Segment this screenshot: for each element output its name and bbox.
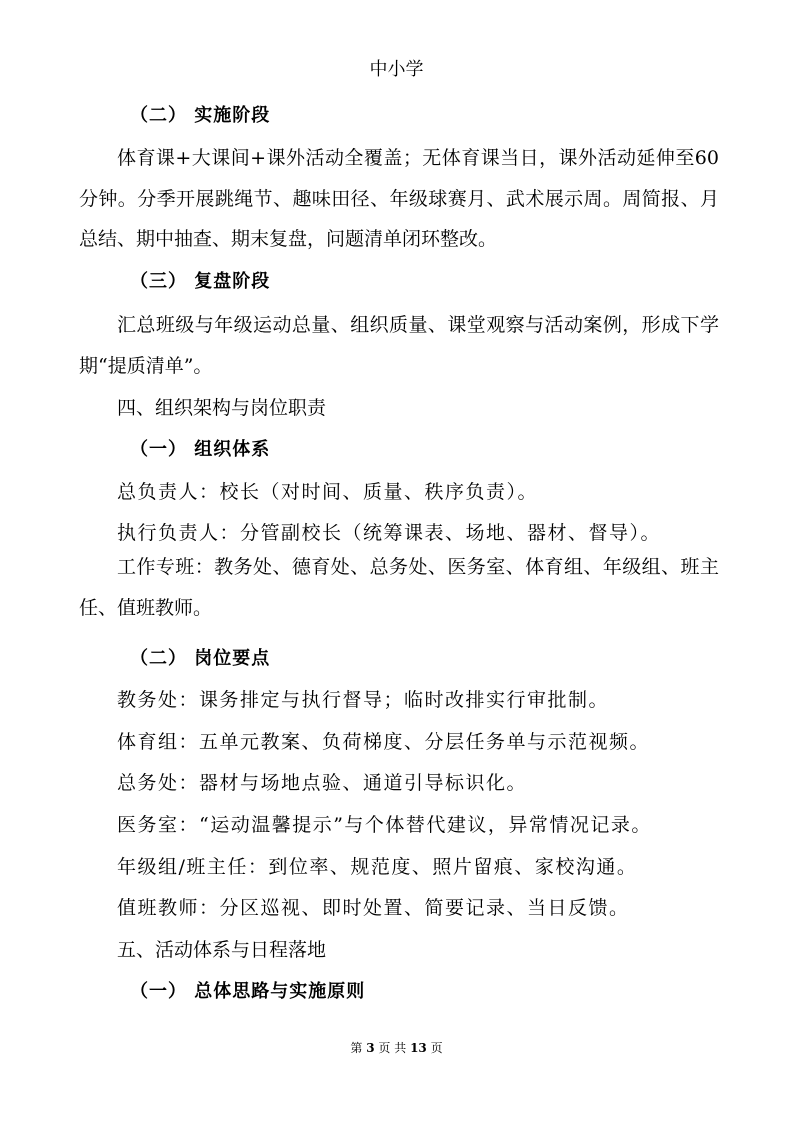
footer-total-pages: 13 <box>410 1041 427 1055</box>
line-executive: 执行负责人：分管副校长（统筹课表、场地、器材、督导）。 <box>117 522 662 544</box>
footer-suffix: 页 <box>430 1041 443 1055</box>
paragraph-implementation: 体育课+大课间+课外活动全覆盖；无体育课当日，课外活动延伸至60分钟。分季开展跳绳节、趣味田径、年级球赛月、武术展示周。周简报、月总结、期中抽查、期末复盘，问题清单闭环整改。 <box>79 147 719 250</box>
page-header-title: 中小学 <box>369 59 424 80</box>
footer-prefix: 第 <box>350 1041 363 1055</box>
subheading-review: （三） 复盘阶段 <box>130 271 271 292</box>
paragraph-task-force: 工作专班：教务处、德育处、总务处、医务室、体育组、年级组、班主任、值班教师。 <box>79 556 719 619</box>
page-footer <box>0 1040 793 1056</box>
subheading-org-system: （一） 组织体系 <box>130 439 271 460</box>
section-heading-activities: 五、活动体系与日程落地 <box>117 939 327 961</box>
footer-page-number: 3 <box>366 1041 375 1055</box>
subheading-duties: （二） 岗位要点 <box>130 648 271 669</box>
footer-middle: 页 共 <box>378 1041 407 1055</box>
subheading-overall-approach: （一） 总体思路与实施原则 <box>130 981 366 1002</box>
line-chief: 总负责人：校长（对时间、质量、秩序负责）。 <box>117 481 539 503</box>
duty-medical-office: 医务室：“运动温馨提示”与个体替代建议，异常情况记录。 <box>117 814 652 836</box>
section-heading-organization: 四、组织架构与岗位职责 <box>117 397 327 419</box>
subheading-implementation: （二） 实施阶段 <box>130 105 271 126</box>
duty-grade-group: 年级组/班主任：到位率、规范度、照片留痕、家校沟通。 <box>117 856 638 878</box>
duty-general-affairs: 总务处：器材与场地点验、通道引导标识化。 <box>117 772 528 794</box>
duty-academic-affairs: 教务处：课务排定与执行督导；临时改排实行审批制。 <box>117 689 610 711</box>
duty-duty-teacher: 值班教师：分区巡视、即时处置、简要记录、当日反馈。 <box>117 897 630 919</box>
paragraph-review: 汇总班级与年级运动总量、组织质量、课堂观察与活动案例，形成下学期“提质清单”。 <box>79 314 719 377</box>
duty-pe-group: 体育组：五单元教案、负荷梯度、分层任务单与示范视频。 <box>117 731 651 753</box>
